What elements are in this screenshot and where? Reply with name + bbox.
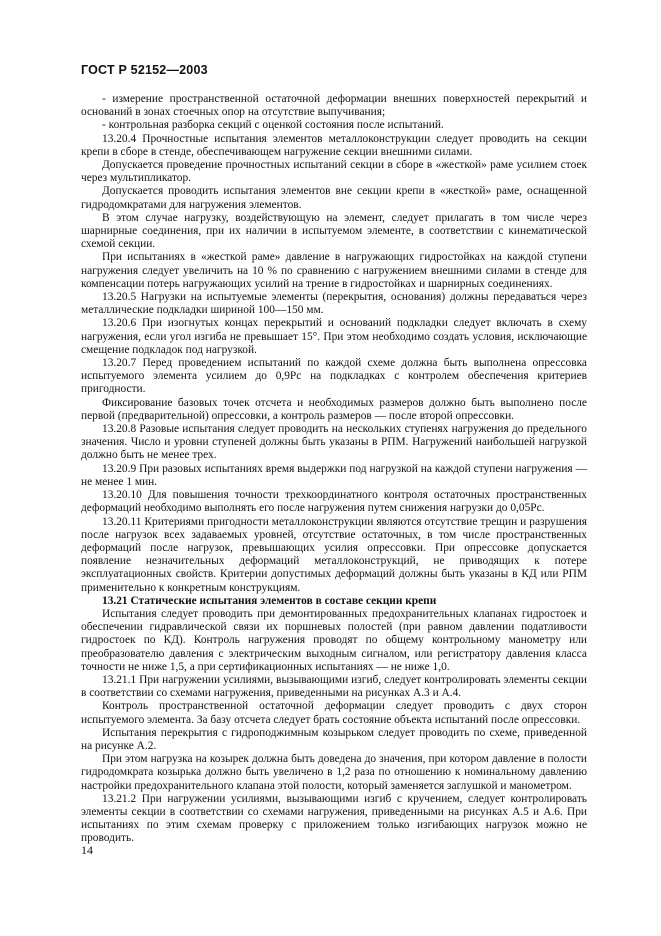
paragraph: 13.21.1 При нагружении усилиями, вызывающими изгиб, следует контролировать элементы секции в соответствии со схемами нагружения, приведенными на рисунках А.3 и А.4. — [81, 673, 587, 700]
section-heading: 13.21 Статические испытания элементов в составе секции крепи — [102, 594, 437, 607]
paragraph: Фиксирование базовых точек отсчета и необходимых размеров должно быть выполнено после первой (предварительной) опрессовки, а контроль размеров — после второй опрессовки. — [81, 396, 587, 422]
paragraph: При испытаниях в «жесткой раме» давление в нагружающих гидростойках на каждой ступени нагружения следует увеличить на 10 % по сравнению с нагружением внешними силами в стенде для компенсации потерь нагружающих усилий на трение в гидростойках и шарнирных соединениях. — [81, 251, 587, 290]
paragraph: В этом случае нагрузку, воздействующую на элемент, следует прилагать в том числе через шарнирные соединения, при их наличии в испытуемом элементе, в соответствии с кинематической схемой секции. — [81, 211, 587, 251]
paragraph: 13.20.9 При разовых испытаниях время выдержки под нагрузкой на каждой ступени нагружения — не менее 1 мин. — [81, 462, 587, 488]
paragraph: При этом нагрузка на козырек должна быть доведена до значения, при котором давление в полости гидродомкрата козырька должно быть увеличено в 1,2 раза по отношению к номинальному давлению настройки предохранительного клапана этой полости, который заменяется заглушкой и манометром. — [81, 753, 587, 792]
paragraph: Испытания перекрытия с гидроподжимным козырьком следует проводить по схеме, приведенной на рисунке А.2. — [81, 726, 587, 752]
page-number: 14 — [81, 843, 93, 857]
paragraph: Допускается проводить испытания элементов вне секции крепи в «жесткой» раме, оснащенной гидродомкратами для нагружения элементов. — [81, 185, 587, 211]
document-body — [81, 93, 587, 846]
paragraph: - контрольная разборка секций с оценкой состояния после испытаний. — [102, 119, 444, 132]
paragraph: Допускается проведение прочностных испытаний секции в сборе в «жесткой» раме усилием стоек через мультипликатор. — [81, 159, 587, 185]
paragraph: 13.20.7 Перед проведением испытаний по каждой схеме должна быть выполнена опрессовка испытуемого элемента усилием до 0,9Pc на подкладках с контролем обеспечения критериев пригодности. — [81, 357, 587, 396]
paragraph: 13.20.5 Нагрузки на испытуемые элементы (перекрытия, основания) должны передаваться через металлические подкладки шириной 100—150 мм. — [81, 291, 587, 317]
paragraph: 13.20.8 Разовые испытания следует проводить на нескольких ступенях нагружения до предельного значения. Число и уровни ступеней должны быть указаны в РПМ. Нагружений наибольшей нагрузкой должно быть не менее трех. — [81, 423, 587, 462]
paragraph: Испытания следует проводить при демонтированных предохранительных клапанах гидростоек и обеспечении гидравлической связи их поршневых полостей (при равном давлении податливости гидростоек по КД). Контроль нагружения проводят по общему контрольному манометру или преобразователю давления с электрическим выходным сигналом, или регистратору давления класса точности не ниже 1,5, а при сертификационных испытаниях — не ниже 1,0. — [81, 607, 587, 673]
paragraph: - измерение пространственной остаточной деформации внешних поверхностей перекрытий и оснований в зонах стоечных опор на отсутствие выпучивания; — [81, 93, 587, 119]
document-header: ГОСТ Р 52152—2003 — [81, 63, 208, 77]
paragraph: 13.20.6 При изогнутых концах перекрытий и оснований подкладки следует включать в схему нагружения, если угол изгиба не превышает 15°. При этом необходимо создать условия, исключающие смещение подкладок под нагрузкой. — [81, 317, 587, 356]
paragraph: 13.20.11 Критериями пригодности металлоконструкции являются отсутствие трещин и разрушения после нагрузок всех задаваемых уровней, отсутствие остаточных, в том числе пространственных деформаций после нагрузок, превышающих усилия опрессовки. При опрессовке допускается появление незначительных деформаций металлоконструкций, не приводящих к потере эксплуатационных свойств. Критерии допустимых деформаций должны быть указаны в КД или РПМ применительно к конкретным конструкциям. — [81, 515, 587, 594]
paragraph: 13.20.10 Для повышения точности трехкоординатного контроля остаточных пространственных деформаций необходимо выполнять его после нагружения путем снижения нагрузки до 0,05Pc. — [81, 489, 587, 515]
paragraph: 13.20.4 Прочностные испытания элементов металлоконструкции следует проводить на секции крепи в сборе в стенде, обеспечивающем нагружение секции внешними силами. — [81, 132, 587, 158]
paragraph: 13.21.2 При нагружении усилиями, вызывающими изгиб с кручением, следует контролировать элементы секции в соответствии со схемами нагружения, приведенными на рисунках А.5 и А.6. При испытаниях по этим схемам проверку с приложением только изгибающих нагрузок можно не проводить. — [81, 792, 587, 845]
paragraph: Контроль пространственной остаточной деформации следует проводить с двух сторон испытуемого элемента. За базу отсчета следует брать состояние объекта испытаний после опрессовки. — [81, 700, 587, 726]
